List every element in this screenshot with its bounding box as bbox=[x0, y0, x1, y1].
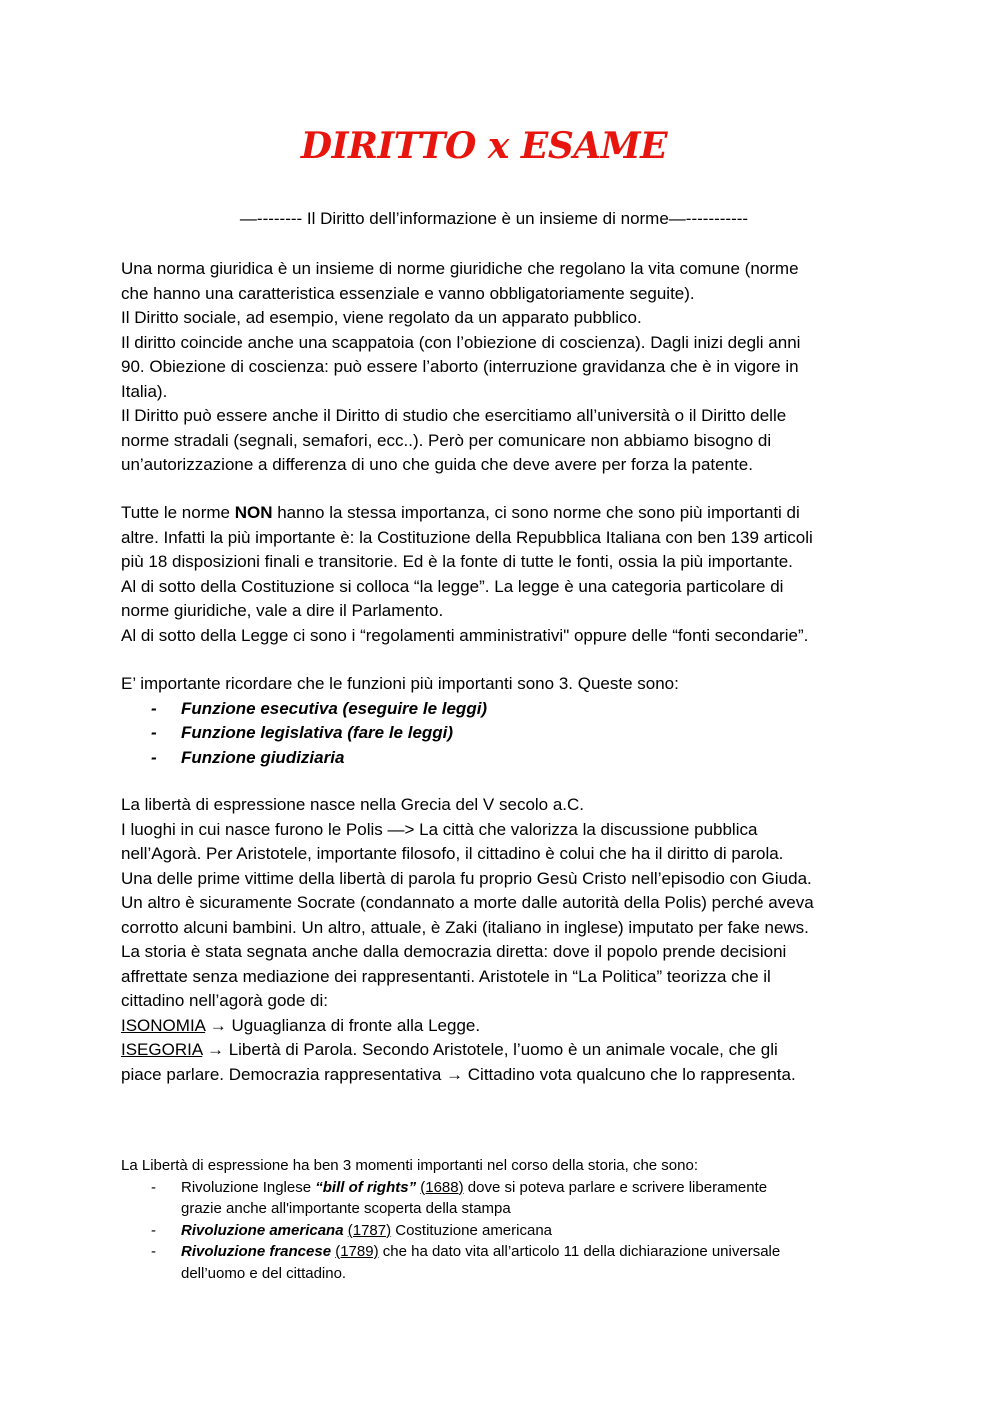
list-item-text: Funzione esecutiva (eseguire le leggi) bbox=[181, 698, 488, 718]
text-run: dell’uomo e del cittadino. bbox=[181, 1264, 347, 1282]
item-name: Rivoluzione francese bbox=[181, 1243, 332, 1260]
item-date: (1789) bbox=[335, 1243, 379, 1260]
list-item bbox=[121, 1177, 861, 1220]
list-item bbox=[121, 1220, 861, 1242]
text-run: Costituzione americana bbox=[391, 1221, 553, 1239]
paragraph-line: Il diritto coincide anche una scappatoia (con l’obiezione di coscienza). Dagli inizi degli anni bbox=[121, 332, 801, 352]
paragraph-line: affrettate senza mediazione dei rappresentanti. Aristotele in “La Politica” teorizza che il bbox=[121, 966, 771, 986]
paragraph-line: corrotto alcuni bambini. Un altro, attuale, è Zaki (italiano in inglese) imputato per fake news. bbox=[121, 917, 809, 937]
paragraph-line: Il Diritto sociale, ad esempio, viene regolato da un apparato pubblico. bbox=[121, 308, 642, 327]
list-item-text: Funzione legislativa (fare le leggi) bbox=[181, 723, 454, 742]
section-liberta-espressione bbox=[121, 793, 881, 1087]
paragraph-line: Una delle prime vittime della libertà di parola fu proprio Gesù Cristo nell’episodio con Giuda. bbox=[121, 868, 812, 888]
text-run: dove si poteva parlare e scrivere liberamente bbox=[463, 1178, 768, 1196]
text-run: che ha dato vita all’articolo 11 della dichiarazione universale bbox=[378, 1243, 781, 1260]
list-dash: - bbox=[151, 747, 157, 767]
paragraph-line bbox=[121, 1038, 881, 1063]
term-isegoria: ISEGORIA bbox=[121, 1040, 203, 1059]
item-date: (1688) bbox=[420, 1178, 464, 1196]
item-name: Rivoluzione americana bbox=[181, 1221, 344, 1239]
paragraph-line bbox=[121, 501, 881, 526]
history-list bbox=[121, 1177, 861, 1285]
list-dash: - bbox=[151, 1178, 156, 1196]
text-run: grazie anche all'importante scoperta della stampa bbox=[181, 1200, 511, 1217]
section-norma-giuridica bbox=[121, 257, 881, 478]
paragraph-line: Al di sotto della Costituzione si colloca “la legge”. La legge è una categoria particolare di bbox=[121, 576, 784, 596]
paragraph-line: Un altro è sicuramente Socrate (condannato a morte dalle autorità della Polis) perché aveva bbox=[121, 893, 814, 912]
paragraph-line: nell’Agorà. Per Aristotele, importante filosofo, il cittadino è colui che ha il diritto di parola. bbox=[121, 844, 784, 863]
paragraph-line: un’autorizzazione a differenza di uno che guida che deve avere per forza la patente. bbox=[121, 455, 753, 474]
list-dash: - bbox=[151, 1221, 156, 1239]
paragraph-line: La storia è stata segnata anche dalla democrazia diretta: dove il popolo prende decisioni bbox=[121, 942, 787, 961]
paragraph-line: La Libertà di espressione ha ben 3 momenti importanti nel corso della storia, che sono: bbox=[121, 1157, 698, 1174]
paragraph-line: La libertà di espressione nasce nella Grecia del V secolo a.C. bbox=[121, 795, 585, 814]
item-date: (1787) bbox=[347, 1221, 392, 1239]
list-item bbox=[121, 746, 881, 771]
section-gerarchia-fonti bbox=[121, 501, 881, 648]
section-funzioni bbox=[121, 672, 881, 770]
paragraph-line: Una norma giuridica è un insieme di norme giuridiche che regolano la vita comune (norme bbox=[121, 259, 799, 278]
text-run: hanno la stessa importanza, ci sono norme che sono più importanti di bbox=[272, 503, 800, 522]
paragraph-line: più 18 disposizioni finali e transitorie. Ed è la fonte di tutte le fonti, ossia la più importante. bbox=[121, 552, 793, 571]
item-name: “bill of rights” bbox=[315, 1178, 417, 1196]
paragraph-line: Italia). bbox=[121, 381, 168, 401]
paragraph-line: Al di sotto della Legge ci sono i “regolamenti amministrativi" oppure delle “fonti secondarie”. bbox=[121, 625, 809, 645]
section-momenti-storici bbox=[121, 1155, 861, 1284]
paragraph-line: norme giuridiche, vale a dire il Parlamento. bbox=[121, 601, 444, 620]
list-item bbox=[121, 721, 881, 746]
text-run: Rivoluzione Inglese bbox=[181, 1178, 316, 1196]
document-subtitle: —-------- Il Diritto dell’informazione è un insieme di norme—----------- bbox=[239, 209, 749, 228]
paragraph-line: piace parlare. Democrazia rappresentativa → Cittadino vota qualcuno che lo rappresenta. bbox=[121, 1064, 796, 1084]
list-dash: - bbox=[151, 723, 157, 742]
paragraph-line: norme stradali (segnali, semafori, ecc..). Però per comunicare non abbiamo bisogno di bbox=[121, 430, 772, 450]
list-item bbox=[121, 1241, 861, 1284]
text-run: Tutte le norme bbox=[121, 503, 235, 522]
list-item bbox=[121, 697, 881, 722]
term-definition: → Libertà di Parola. Secondo Aristotele, l’uomo è un animale vocale, che gli bbox=[202, 1040, 778, 1059]
functions-list bbox=[121, 697, 881, 771]
paragraph-line: Il Diritto può essere anche il Diritto di studio che esercitiamo all’università o il Diritto delle bbox=[121, 406, 787, 425]
document-title: DIRITTO x ESAME bbox=[300, 125, 668, 167]
paragraph-line: 90. Obiezione di coscienza: può essere l’aborto (interruzione gravidanza che è in vigore in bbox=[121, 357, 799, 376]
paragraph-line: che hanno una caratteristica essenziale e vanno obbligatoriamente seguite). bbox=[121, 283, 695, 303]
term-isonomia: ISONOMIA bbox=[121, 1015, 206, 1035]
list-dash: - bbox=[151, 1243, 156, 1260]
emphasis-non: NON bbox=[234, 503, 273, 522]
paragraph-line: I luoghi in cui nasce furono le Polis —> La città che valorizza la discussione pubblica bbox=[121, 819, 758, 839]
paragraph-line: cittadino nell’agorà gode di: bbox=[121, 991, 328, 1010]
list-dash: - bbox=[151, 698, 157, 718]
list-item-text: Funzione giudiziaria bbox=[181, 747, 345, 767]
term-definition: → Uguaglianza di fronte alla Legge. bbox=[205, 1015, 481, 1035]
paragraph-line: E’ importante ricordare che le funzioni più importanti sono 3. Queste sono: bbox=[121, 674, 679, 693]
paragraph-line: altre. Infatti la più importante è: la Costituzione della Repubblica Italiana con ben 139 articoli bbox=[121, 527, 813, 547]
paragraph-line bbox=[121, 1014, 881, 1039]
